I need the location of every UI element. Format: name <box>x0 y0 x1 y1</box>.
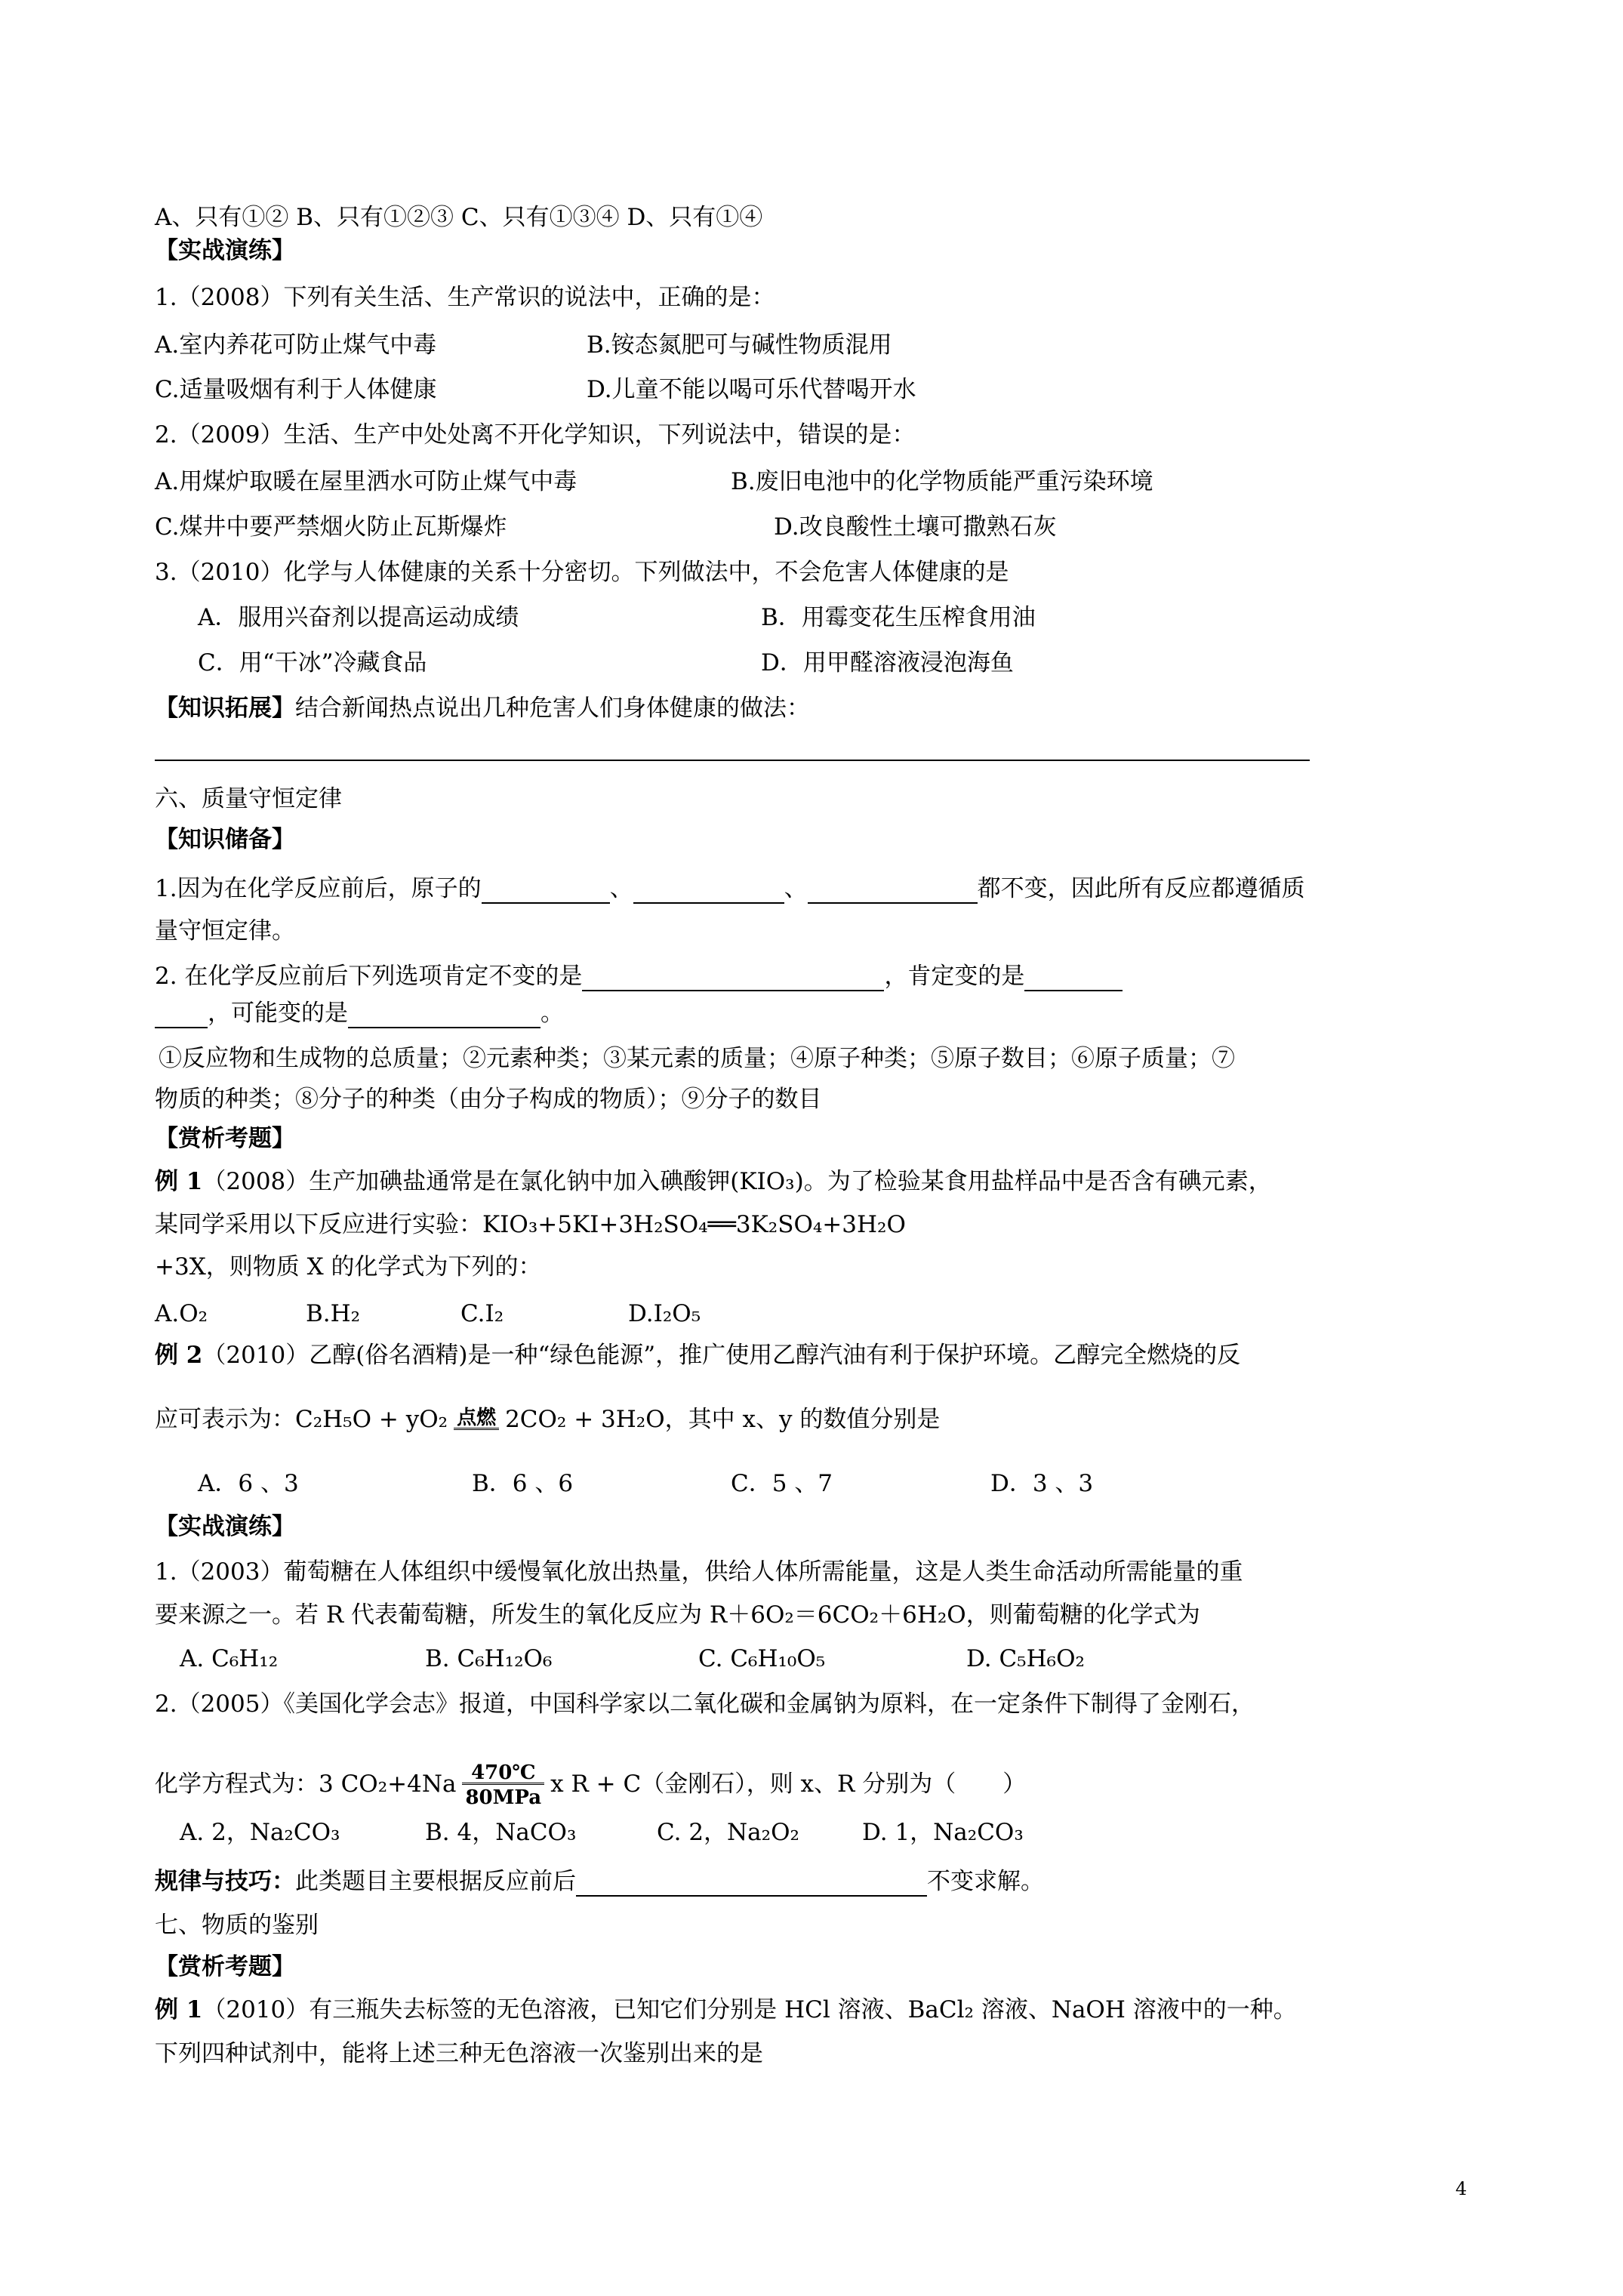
blank[interactable] <box>633 877 784 904</box>
text: 2. 在化学反应前后下列选项肯定不变的是 <box>155 963 583 990</box>
option: C.适量吸烟有利于人体健康 <box>155 376 437 403</box>
example-label: 例 1 <box>155 1168 203 1195</box>
question: 2.（2005）《美国化学会志》报道，中国科学家以二氧化碳和金属钠为原料，在一定条件下制得了金刚石， <box>155 1690 1255 1718</box>
question: 1.（2003）葡萄糖在人体组织中缓慢氧化放出热量，供给人体所需能量，这是人类生命活动所需能量的重 <box>155 1558 1243 1586</box>
choices-line: ①反应物和生成物的总质量；②元素种类；③某元素的质量；④原子种类；⑤原子数目；⑥原子质量；⑦ <box>159 1045 1235 1072</box>
section-title: 七、物质的鉴别 <box>155 1912 319 1939</box>
tip-label: 规律与技巧： <box>155 1868 295 1895</box>
section-heading: 【实战演练】 <box>155 237 295 264</box>
example-line <box>155 1166 1272 1197</box>
option: B. 4，NaCO₃ <box>425 1819 577 1846</box>
question: 3.（2010）化学与人体健康的关系十分密切。下列做法中，不会危害人体健康的是 <box>155 559 1009 586</box>
blank[interactable] <box>1024 964 1123 991</box>
option: D.改良酸性土壤可撒熟石灰 <box>774 513 1057 541</box>
question: 2.（2009）生活、生产中处处离不开化学知识，下列说法中，错误的是： <box>155 421 916 448</box>
text: （2010）有三瓶失去标签的无色溶液，已知它们分别是 HCl 溶液、BaCl₂ 溶液、NaOH 溶液中的一种。 <box>202 1996 1297 2023</box>
section-heading: 【实战演练】 <box>155 1513 295 1540</box>
fill-question <box>155 961 1123 991</box>
option: A. 2，Na₂CO₃ <box>180 1819 340 1846</box>
question: 下列四种试剂中，能将上述三种无色溶液一次鉴别出来的是 <box>155 2040 763 2067</box>
option: D.I₂O₅ <box>628 1300 701 1327</box>
text: 都不变，因此所有反应都遵循质 <box>977 875 1305 902</box>
blank[interactable] <box>576 1869 927 1897</box>
text: 化学方程式为：3 CO₂+4Na <box>155 1771 457 1798</box>
equation-line <box>155 1763 1026 1808</box>
condition-top: 点燃 <box>457 1407 497 1429</box>
option: D．用甲醛溶液浸泡海鱼 <box>761 649 1014 676</box>
section-title: 六、质量守恒定律 <box>155 785 342 812</box>
option: A.室内养花可防止煤气中毒 <box>155 331 437 359</box>
text: 。 <box>540 1000 564 1027</box>
option: C．用“干冰”冷藏食品 <box>198 649 427 676</box>
text: （2010）乙醇(俗名酒精)是一种“绿色能源”，推广使用乙醇汽油有利于保护环境。乙醇完全燃烧的反 <box>202 1342 1241 1369</box>
option: B. C₆H₁₂O₆ <box>425 1645 553 1672</box>
example-label: 例 2 <box>155 1342 203 1369</box>
section-heading: 【赏析考题】 <box>155 1953 295 1980</box>
text-line: 量守恒定律。 <box>155 917 295 945</box>
text: 2CO₂ + 3H₂O，其中 x、y 的数值分别是 <box>505 1406 941 1433</box>
option: B.H₂ <box>306 1300 361 1327</box>
option: B．6 、6 <box>472 1470 574 1497</box>
options-line: A、只有①② B、只有①②③ C、只有①③④ D、只有①④ <box>155 204 763 231</box>
text: 此类题目主要根据反应前后 <box>295 1868 576 1895</box>
fill-question <box>155 998 564 1028</box>
answer-line <box>155 760 1310 761</box>
section-heading: 【赏析考题】 <box>155 1125 295 1152</box>
equation-line: 某同学采用以下反应进行实验：KIO₃+5KI+3H₂SO₄══3K₂SO₄+3H₂O <box>155 1211 906 1238</box>
option: A.O₂ <box>155 1300 208 1327</box>
question: 1.（2008）下列有关生活、生产常识的说法中，正确的是： <box>155 284 775 311</box>
blank[interactable] <box>808 877 978 904</box>
blank[interactable] <box>155 1001 208 1028</box>
text: ，肯定变的是 <box>884 963 1025 990</box>
tip-line <box>155 1866 1044 1897</box>
option: A.用煤炉取暖在屋里洒水可防止煤气中毒 <box>155 468 577 495</box>
page-number: 4 <box>1455 2178 1467 2199</box>
example-label: 例 1 <box>155 1996 203 2023</box>
text: ，可能变的是 <box>208 1000 348 1027</box>
condition-top: 470℃ <box>471 1761 536 1784</box>
option: B.铵态氮肥可与碱性物质混用 <box>587 331 892 359</box>
example-line <box>155 1340 1240 1370</box>
option: A．服用兴奋剂以提高运动成绩 <box>198 604 519 631</box>
option: C．5 、7 <box>731 1470 833 1497</box>
label: 【知识拓展】 <box>155 695 295 722</box>
option: C.煤井中要严禁烟火防止瓦斯爆炸 <box>155 513 507 541</box>
prompt: 结合新闻热点说出几种危害人们身体健康的做法： <box>295 695 810 722</box>
fill-question <box>155 874 1305 904</box>
option: C. 2，Na₂O₂ <box>657 1819 799 1846</box>
option: B.废旧电池中的化学物质能严重污染环境 <box>731 468 1153 495</box>
text: 应可表示为：C₂H₅O + yO₂ <box>155 1406 448 1433</box>
equation-line <box>155 1404 940 1435</box>
section-heading: 【知识储备】 <box>155 826 295 853</box>
text: 1.因为在化学反应前后，原子的 <box>155 875 482 902</box>
text: （2008）生产加碘盐通常是在氯化钠中加入碘酸钾(KIO₃)。为了检验某食用盐样品中是否含有碘元素， <box>202 1168 1272 1195</box>
extension-line <box>155 693 810 723</box>
text: x R + C（金刚石），则 x、R 分别为（ ） <box>550 1771 1027 1798</box>
option: B．用霉变花生压榨食用油 <box>761 604 1036 631</box>
option: D．3 、3 <box>990 1470 1094 1497</box>
text: 、 <box>784 875 808 902</box>
option: C.I₂ <box>460 1300 504 1327</box>
text: 、 <box>609 875 633 902</box>
text-line: +3X，则物质 X 的化学式为下列的： <box>155 1253 542 1281</box>
blank[interactable] <box>482 877 610 904</box>
option: D. C₅H₆O₂ <box>966 1645 1085 1672</box>
reaction-condition <box>462 1763 544 1808</box>
option: A．6 、3 <box>198 1470 299 1497</box>
reaction-condition <box>454 1408 499 1433</box>
choices-line: 物质的种类；⑧分子的种类（由分子构成的物质）；⑨分子的数目 <box>155 1086 822 1113</box>
condition-bottom: 80MPa <box>465 1786 542 1809</box>
option: D.儿童不能以喝可乐代替喝开水 <box>587 376 916 403</box>
text: 不变求解。 <box>927 1868 1044 1895</box>
blank[interactable] <box>348 1001 540 1028</box>
option: D. 1，Na₂CO₃ <box>862 1819 1024 1846</box>
option: A. C₆H₁₂ <box>180 1645 279 1672</box>
question: 要来源之一。若 R 代表葡萄糖，所发生的氧化反应为 R＋6O₂＝6CO₂＋6H₂O，则葡萄糖的化学式为 <box>155 1601 1200 1629</box>
blank[interactable] <box>582 964 884 991</box>
option: C. C₆H₁₀O₅ <box>698 1645 826 1672</box>
example-line <box>155 1995 1297 2025</box>
